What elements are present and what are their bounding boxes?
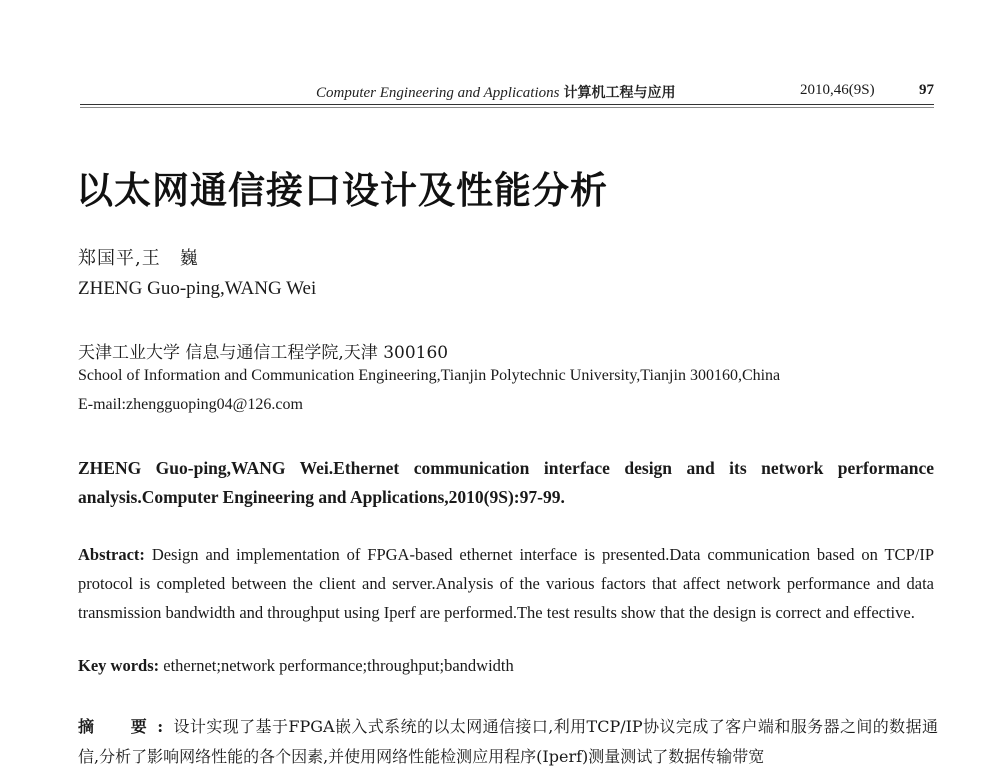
issue-number: 2010,46(9S) [800, 82, 875, 98]
journal-name-cn: 计算机工程与应用 [563, 85, 676, 101]
abstract-text: Design and implementation of FPGA-based ethernet interface is presented.Data communication based on TCP/IP protocol is completed between the client and server.Analysis of the various factors that affect network performance and data transmission bandwidth and throughput using Iperf are performed.The test results show that the design is correct and effective. [78, 545, 934, 622]
author-email: E-mail:zhengguoping04@126.com [78, 396, 303, 413]
page-number: 97 [919, 82, 934, 98]
citation: ZHENG Guo-ping,WANG Wei.Ethernet communication interface design and its network performance analysis.Computer Engineering and Applications,2010(9S):97-99. [78, 458, 934, 507]
affiliation-english: School of Information and Communication Engineering,Tianjin Polytechnic University,Tianjin 300160,China [78, 367, 781, 384]
header-rule [80, 104, 934, 105]
abstract-cn-text: 设计实现了基于FPGA嵌入式系统的以太网通信接口,利用TCP/IP协议完成了客户端和服务器之间的数据通信,分析了影响网络性能的各个因素,并使用网络性能检测应用程序(Iperf)测量测试了数据传输带宽 [78, 717, 938, 766]
affiliation-chinese: 天津工业大学 信息与通信工程学院,天津 300160 [78, 343, 449, 363]
running-header [80, 82, 934, 110]
journal-name [316, 82, 675, 102]
abstract-cn [78, 712, 938, 772]
authors-chinese: 郑国平,王 巍 [78, 248, 199, 269]
keywords-label: Key words: [78, 656, 160, 675]
authors-english: ZHENG Guo-ping,WANG Wei [78, 278, 317, 299]
journal-name-en: Computer Engineering and Applications [316, 85, 560, 101]
keywords-text: ethernet;network performance;throughput;bandwidth [163, 656, 514, 675]
header-rule-secondary [80, 107, 934, 108]
abstract-label: Abstract: [78, 545, 145, 564]
abstract-cn-label: 摘 要: [78, 717, 174, 736]
keywords-en [78, 656, 934, 676]
abstract-en [78, 540, 934, 627]
paper-title: 以太网通信接口设计及性能分析 [76, 168, 608, 212]
